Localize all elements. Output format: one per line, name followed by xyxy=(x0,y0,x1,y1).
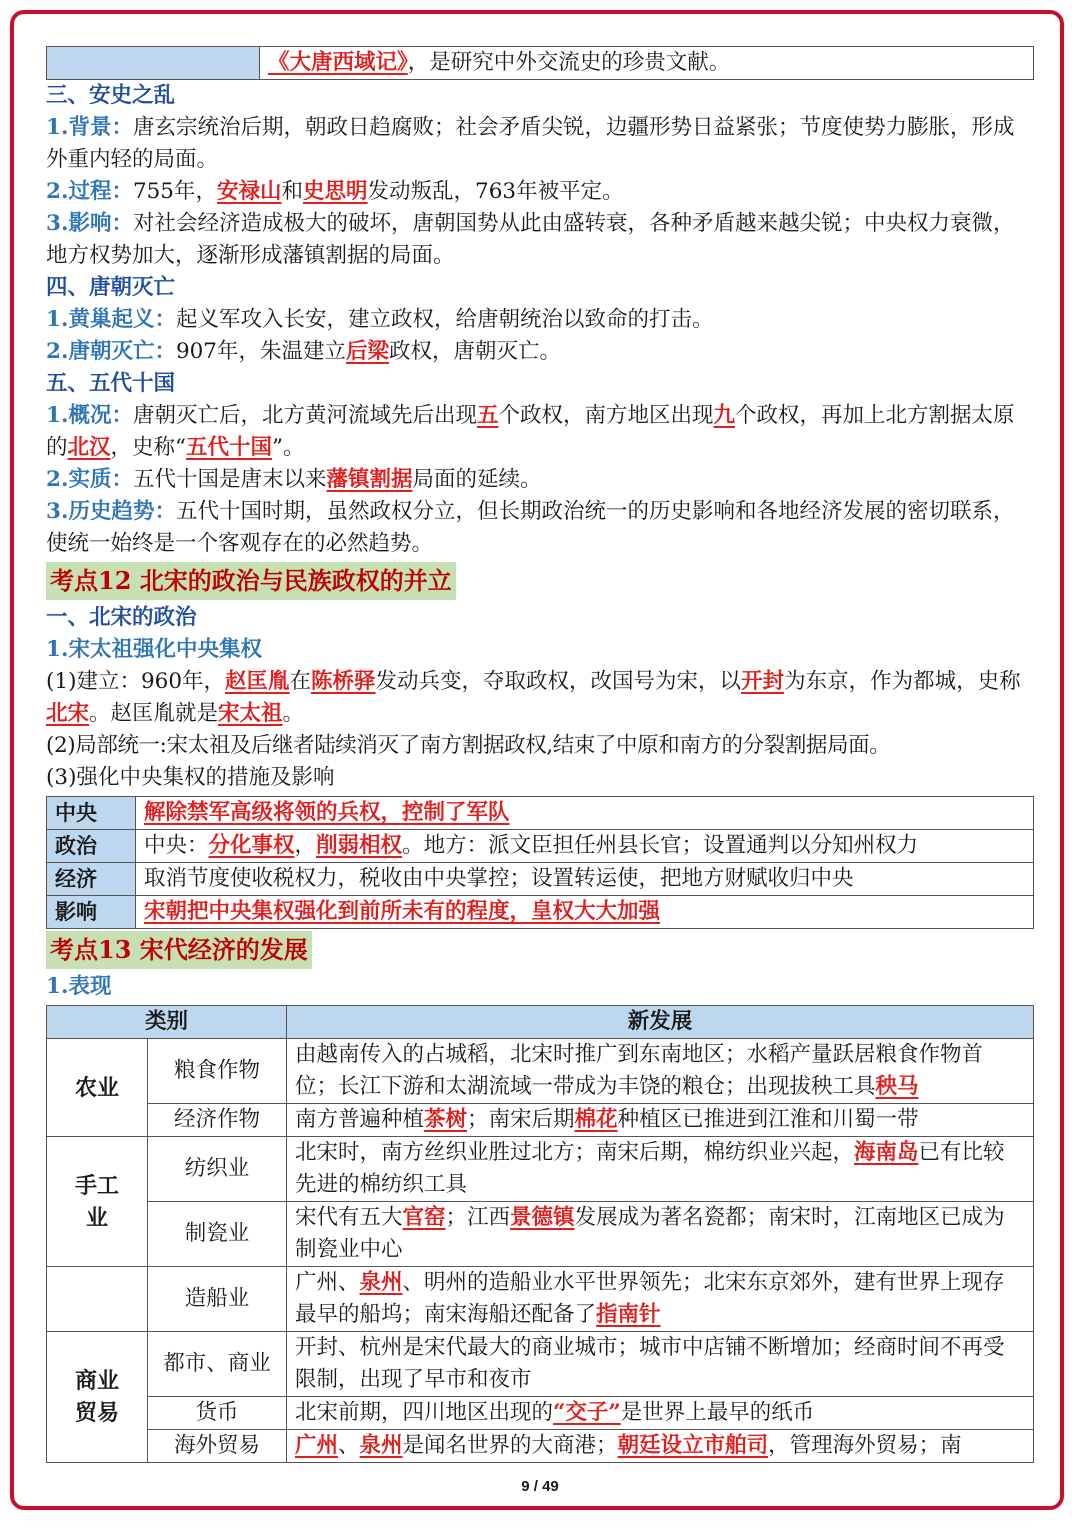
text: 唐朝灭亡后，北方黄河流域先后出现 xyxy=(132,403,477,428)
subsection-title: 一、北宋的政治 xyxy=(46,605,197,630)
paragraph-huangchao xyxy=(46,304,1034,336)
text: 。地方：派文臣担任州县长官；设置通判以分知州权力 xyxy=(402,833,919,858)
economy-table xyxy=(46,1005,1034,1463)
text: 发展成为著名瓷都；南宋时，江南地区已成为制瓷业中心 xyxy=(295,1205,1005,1262)
text: 已有比较先进的棉纺织工具 xyxy=(295,1140,1005,1197)
text: 南方普遍种植 xyxy=(295,1107,425,1132)
centralization-table xyxy=(46,796,1034,929)
row-content xyxy=(136,797,1034,830)
top-table-shaded-cell xyxy=(47,47,260,80)
label-process: 2.过程： xyxy=(46,179,133,204)
top-table-text-cell xyxy=(260,47,1034,80)
highlight: 海南岛 xyxy=(854,1140,919,1165)
subcategory: 纺织业 xyxy=(148,1137,287,1202)
top-row-text: ，是研究中外交流史的珍贵文献。 xyxy=(407,50,731,75)
highlight-book: 《大唐西域记》 xyxy=(268,50,408,75)
text: 。 xyxy=(282,701,305,726)
subcategory: 都市、商业 xyxy=(148,1332,287,1397)
category-handicraft: 手工业 xyxy=(47,1137,148,1267)
highlight: 史思明 xyxy=(303,179,368,204)
text: 发动兵变，夺取政权，改国号为宋，以 xyxy=(375,669,742,694)
highlight: 五代十国 xyxy=(186,435,273,460)
highlight: 官窑 xyxy=(402,1205,446,1230)
text: 中央： xyxy=(144,833,209,858)
table-row xyxy=(47,1202,1034,1267)
highlight: 安禄山 xyxy=(217,179,282,204)
text: 个政权，南方地区出现 xyxy=(498,403,714,428)
detail-cell xyxy=(287,1137,1034,1202)
text: 种植区已推进到江淮和川蜀一带 xyxy=(617,1107,919,1132)
row-content xyxy=(136,830,1034,863)
paragraph-process xyxy=(46,176,1034,208)
detail-cell xyxy=(287,1397,1034,1430)
text: ；江西 xyxy=(445,1205,511,1230)
paragraph-background xyxy=(46,112,1034,176)
subsection-title: 1.表现 xyxy=(46,974,112,999)
row-label: 经济 xyxy=(47,863,136,896)
table-header-row xyxy=(47,1006,1034,1039)
text: ， xyxy=(294,833,317,858)
table-row xyxy=(47,1397,1034,1430)
highlight: 朝廷设立市舶司 xyxy=(617,1433,769,1458)
text: 起义军攻入长安，建立政权，给唐朝统治以致命的打击。 xyxy=(175,307,714,332)
detail-cell xyxy=(287,1104,1034,1137)
highlight: 广州 xyxy=(295,1433,339,1458)
highlight: 藩镇割据 xyxy=(326,467,413,492)
text: 755年， xyxy=(132,179,217,204)
label: 1.黄巢起义： xyxy=(46,307,176,332)
text: 局面的延续。 xyxy=(412,467,542,492)
section-title-wudai: 五、五代十国 xyxy=(46,371,176,396)
category-trade: 商业贸易 xyxy=(47,1332,148,1463)
subsection-title: 1.宋太祖强化中央集权 xyxy=(46,637,262,662)
text: 广州、 xyxy=(295,1270,360,1295)
header-new-development: 新发展 xyxy=(287,1006,1034,1039)
highlight: 秧马 xyxy=(875,1074,919,1099)
paragraph-tang-end xyxy=(46,336,1034,368)
highlight: “交子” xyxy=(553,1400,621,1425)
paragraph-overview xyxy=(46,400,1034,464)
table-row xyxy=(47,1267,1034,1332)
row-label: 政治 xyxy=(47,830,136,863)
highlight: 茶树 xyxy=(424,1107,468,1132)
text: ，史称“ xyxy=(110,435,187,460)
highlight: 宋太祖 xyxy=(218,701,283,726)
label: 1.概况： xyxy=(46,403,133,428)
subcategory: 经济作物 xyxy=(148,1104,287,1137)
text: 、明州的造船业水平世界领先；北宋东京郊外，建有世界上现存最早的船坞；南宋海船还配备了 xyxy=(295,1270,1005,1327)
section-title-anshi: 三、安史之乱 xyxy=(46,83,176,108)
subcategory: 制瓷业 xyxy=(148,1202,287,1267)
detail-cell xyxy=(287,1430,1034,1463)
highlight: 五 xyxy=(476,403,499,428)
text: 在 xyxy=(289,669,312,694)
highlight: 北宋 xyxy=(46,701,90,726)
table-row xyxy=(47,1332,1034,1397)
highlight: 开封 xyxy=(741,669,785,694)
text: (1)建立：960年， xyxy=(46,669,225,694)
text: 由越南传入的占城稻，北宋时推广到东南地区；水稻产量跃居粮食作物首位；长江下游和太湖流域一带成为丰饶的粮仓；出现拔秧工具 xyxy=(295,1042,984,1099)
text: 北宋时，南方丝织业胜过北方；南宋后期，棉纺织业兴起， xyxy=(295,1140,855,1165)
section-title-tang-fall: 四、唐朝灭亡 xyxy=(46,275,176,300)
highlight: 棉花 xyxy=(574,1107,618,1132)
highlight: 九 xyxy=(713,403,736,428)
kaodian-13-title: 考点13 宋代经济的发展 xyxy=(46,931,312,969)
detail-cell: 开封、杭州是宋代最大的商业城市；城市中店铺不断增加；经商时间不再受限制，出现了早市和夜市 xyxy=(287,1332,1034,1397)
text-impact: 对社会经济造成极大的破坏，唐朝国势从此由盛转衰，各种矛盾越来越尖锐；中央权力衰微，地方权势加大，逐渐形成藩镇割据的局面。 xyxy=(46,211,1015,268)
highlight: 后梁 xyxy=(346,339,390,364)
text: 宋代有五大 xyxy=(295,1205,403,1230)
text: 、 xyxy=(338,1433,360,1458)
paragraph-impact xyxy=(46,208,1034,272)
paragraph-unification: (2)局部统一:宋太祖及后继者陆续消灭了南方割据政权,结束了中原和南方的分裂割据局面。 xyxy=(46,733,891,758)
text: ；南宋后期 xyxy=(467,1107,575,1132)
paragraph-establish xyxy=(46,666,1034,730)
text: 为东京，作为都城，史称 xyxy=(784,669,1021,694)
row-label: 影响 xyxy=(47,896,136,929)
text: ，管理海外贸易；南 xyxy=(768,1433,962,1458)
paragraph-measures: (3)强化中央集权的措施及影响 xyxy=(46,765,335,790)
subcategory: 粮食作物 xyxy=(148,1039,287,1104)
row-content: 取消节度使收税权力，税收由中央掌控；设置转运使，把地方财赋收归中央 xyxy=(136,863,1034,896)
label-impact: 3.影响： xyxy=(46,211,133,236)
document-content xyxy=(46,46,1034,1463)
paragraph-trend xyxy=(46,496,1034,560)
table-row xyxy=(47,1137,1034,1202)
subcategory: 海外贸易 xyxy=(148,1430,287,1463)
table-row xyxy=(47,830,1034,863)
label: 2.实质： xyxy=(46,467,133,492)
highlight: 陈桥驿 xyxy=(311,669,376,694)
paragraph-essence xyxy=(46,464,1034,496)
text: 。赵匡胤就是 xyxy=(89,701,219,726)
text: 是闻名世界的大商港； xyxy=(402,1433,618,1458)
highlight: 分化事权 xyxy=(208,833,295,858)
text: 北宋前期，四川地区出现的 xyxy=(295,1400,554,1425)
text: 和 xyxy=(281,179,304,204)
text: 五代十国时期，虽然政权分立，但长期政治统一的历史影响和各地经济发展的密切联系，使统一始终是一个客观存在的必然趋势。 xyxy=(46,499,1015,556)
highlight: 解除禁军高级将领的兵权，控制了军队 xyxy=(144,800,510,825)
highlight: 北汉 xyxy=(67,435,111,460)
text: 是世界上最早的纸币 xyxy=(620,1400,815,1425)
label-background: 1.背景： xyxy=(46,115,133,140)
top-table-row xyxy=(46,46,1034,80)
category-agriculture: 农业 xyxy=(47,1039,148,1137)
table-row xyxy=(47,797,1034,830)
highlight: 泉州 xyxy=(359,1270,403,1295)
label: 3.历史趋势： xyxy=(46,499,176,524)
table-row xyxy=(47,1039,1034,1104)
text: 个政权，再加上北方割据太原的 xyxy=(46,403,1015,460)
text: 907年，朱温建立 xyxy=(175,339,346,364)
page-number: 9 / 49 xyxy=(521,1478,559,1495)
table-row xyxy=(47,1430,1034,1463)
detail-cell xyxy=(287,1039,1034,1104)
header-category: 类别 xyxy=(47,1006,287,1039)
text: ”。 xyxy=(272,435,305,460)
kaodian-12-title: 考点12 北宋的政治与民族政权的并立 xyxy=(46,562,456,600)
text-background: 唐玄宗统治后期，朝政日趋腐败；社会矛盾尖锐，边疆形势日益紧张；节度使势力膨胀，形成外重内轻的局面。 xyxy=(46,115,1015,172)
table-row xyxy=(47,863,1034,896)
category-empty xyxy=(47,1267,148,1332)
text: 发动叛乱，763年被平定。 xyxy=(367,179,624,204)
table-row xyxy=(47,1104,1034,1137)
highlight: 景德镇 xyxy=(510,1205,575,1230)
highlight: 赵匡胤 xyxy=(225,669,290,694)
text: 五代十国是唐末以来 xyxy=(132,467,327,492)
table-row xyxy=(47,896,1034,929)
text: 政权，唐朝灭亡。 xyxy=(389,339,562,364)
highlight: 指南针 xyxy=(596,1302,661,1327)
row-content xyxy=(136,896,1034,929)
row-label: 中央 xyxy=(47,797,136,830)
detail-cell xyxy=(287,1267,1034,1332)
label: 2.唐朝灭亡： xyxy=(46,339,176,364)
subcategory: 造船业 xyxy=(148,1267,287,1332)
subcategory: 货币 xyxy=(148,1397,287,1430)
highlight: 泉州 xyxy=(359,1433,403,1458)
highlight: 削弱相权 xyxy=(316,833,403,858)
highlight: 宋朝把中央集权强化到前所未有的程度，皇权大大加强 xyxy=(144,899,661,924)
detail-cell xyxy=(287,1202,1034,1267)
